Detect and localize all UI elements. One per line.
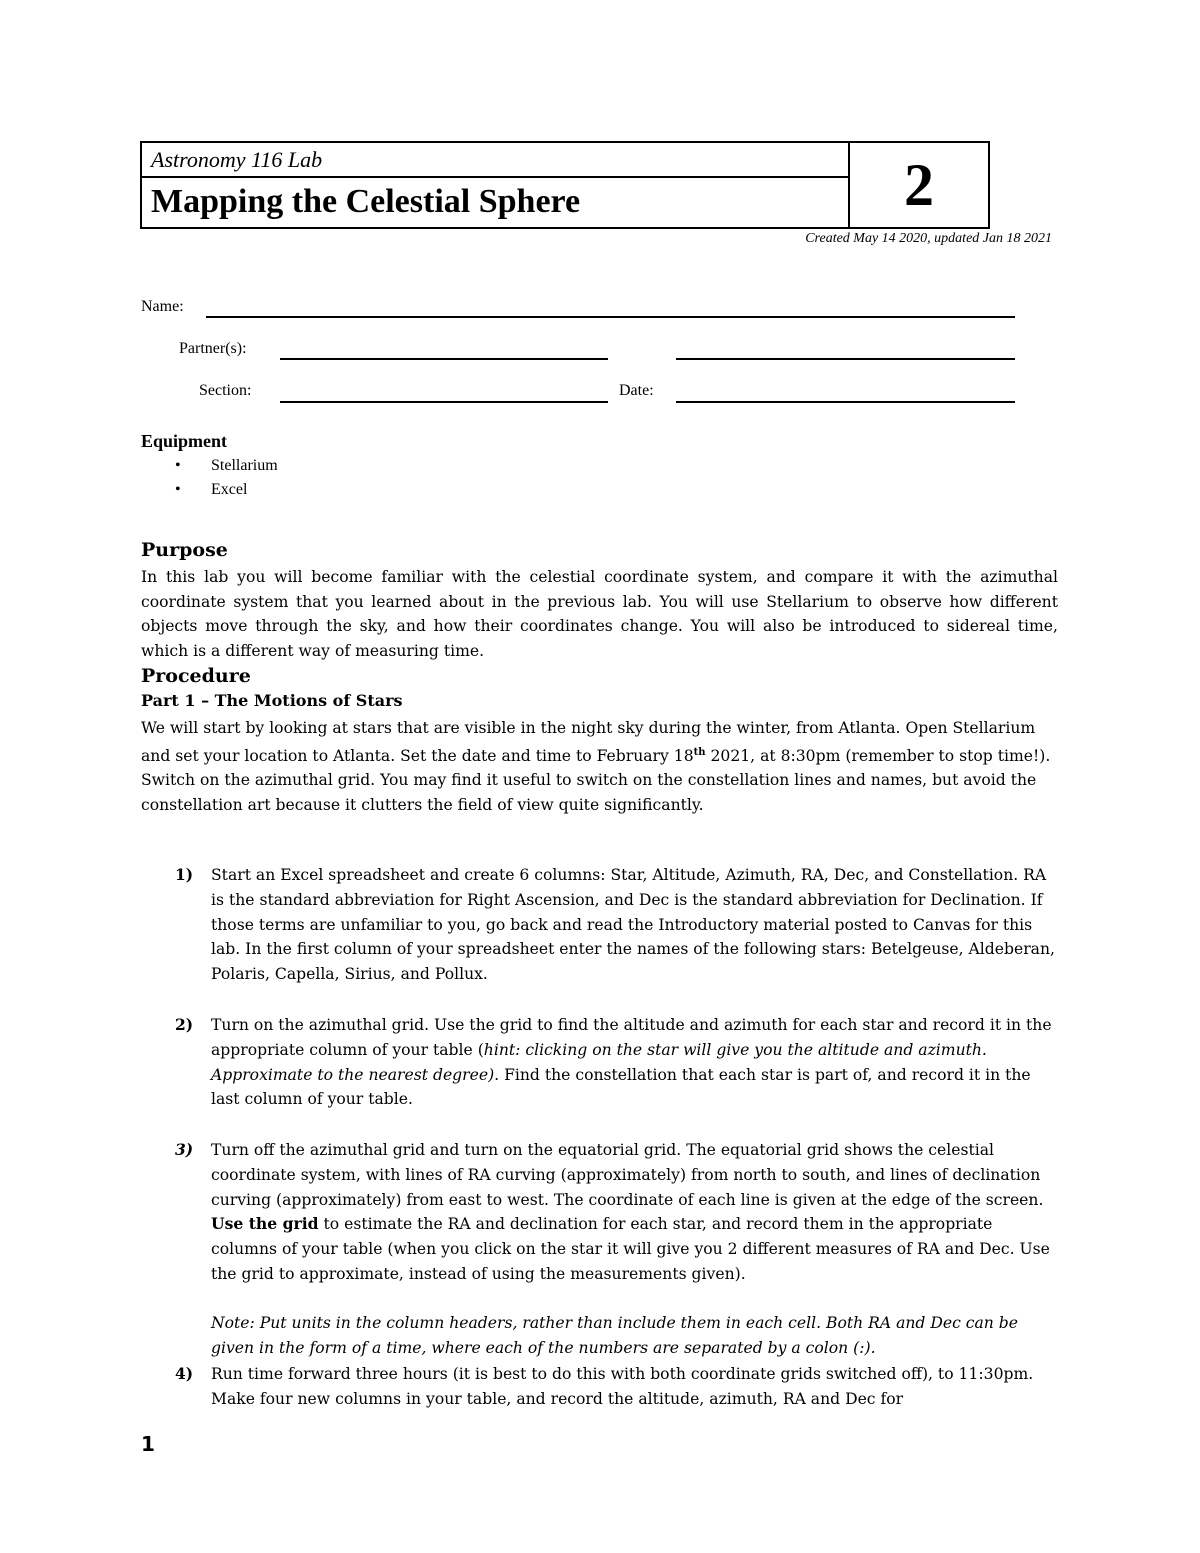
intro-text-a: We will start by looking at stars that are visible in the night sky during the winter, from Atlanta. Open Stellarium and set your location to Atlanta. Set the date and time to February 18	[141, 719, 1036, 765]
part1-heading: Part 1 – The Motions of Stars	[141, 691, 403, 710]
partner-2-field-line[interactable]	[676, 358, 1015, 360]
step-2-text-b: . Find the constellation that each star is part of, and record it in the last column of your table.	[211, 1065, 1031, 1109]
intro-superscript: th	[693, 746, 706, 758]
step-1-text: Start an Excel spreadsheet and create 6 columns: Star, Altitude, Azimuth, RA, Dec, and Constellation. RA is the standard abbreviation for Right Ascension, and Dec is the standard abbreviation for Declination. If those terms are unfamiliar to you, go back and read the Introductory material posted to Canvas for this lab. In the first column of your spreadsheet enter the names of the following stars: Betelgeuse, Aldeberan, Polaris, Capella, Sirius, and Pollux.	[211, 866, 1055, 984]
lab-header-box	[140, 141, 990, 229]
step-2-text-a: Turn on the azimuthal grid. Use the grid to find the altitude and azimuth for each star and record it in the appropriate column of your table (	[211, 1016, 1052, 1059]
equipment-item-label: Excel	[211, 481, 248, 498]
section-field-line[interactable]	[280, 401, 608, 403]
name-field-line[interactable]	[206, 316, 1015, 318]
bullet-icon: •	[175, 457, 181, 474]
date-label: Date:	[619, 382, 654, 399]
purpose-heading: Purpose	[141, 539, 228, 561]
step-3-text-b: to estimate the RA and declination for each star, and record them in the appropriate columns of your table (when you click on the star it will give you 2 different measures of RA and Dec. Use the grid to approximate, instead of using the measurements given).	[211, 1215, 1050, 1283]
section-label: Section:	[199, 382, 252, 399]
step-3-bold: Use the grid	[211, 1214, 319, 1234]
created-date-note: Created May 14 2020, updated Jan 18 2021	[805, 231, 1052, 246]
purpose-text: In this lab you will become familiar with the celestial coordinate system, and compare it with the azimuthal coordinate system that you learned about in the previous lab. You will use Stellarium to observe how different objects move through the sky, and how their coordinates change. You will also be introduced to sidereal time, which is a different way of measuring time.	[141, 568, 1058, 660]
intro-text-b: 2021, at 8:30pm (remember to stop time!). Switch on the azimuthal grid. You may find it useful to switch on the constellation lines and names, but avoid the constellation art because it clutters the field of view quite significantly.	[141, 746, 1051, 814]
step-3-text	[211, 1138, 1061, 1287]
step-4-number: 4)	[175, 1364, 194, 1383]
step-1-number: 1)	[175, 865, 194, 884]
equipment-item	[175, 457, 278, 475]
procedure-intro	[141, 716, 1051, 818]
step-2-text	[211, 1013, 1056, 1112]
equipment-heading: Equipment	[141, 431, 228, 451]
step-2-hint: hint: clicking on the star will give you the altitude and azimuth. Approximate to the nearest degree)	[211, 1040, 987, 1084]
bullet-icon: •	[175, 481, 181, 498]
equipment-item	[175, 481, 248, 499]
lab-title: Mapping the Celestial Sphere	[151, 183, 581, 220]
step-2-number: 2)	[175, 1015, 194, 1034]
step-3-note: Note: Put units in the column headers, rather than include them in each cell. Both RA and Dec can be given in the form of a time, where each of the numbers are separated by a colon (:).	[211, 1314, 1019, 1357]
course-name: Astronomy 116 Lab	[142, 143, 848, 178]
name-label: Name:	[141, 298, 184, 315]
procedure-heading: Procedure	[141, 665, 251, 687]
partner-1-field-line[interactable]	[280, 358, 608, 360]
date-field-line[interactable]	[676, 401, 1015, 403]
step-3-number: 3)	[175, 1140, 194, 1159]
step-4-text: Run time forward three hours (it is best to do this with both coordinate grids switched off), to 11:30pm. Make four new columns in your table, and record the altitude, azimuth, RA and Dec for	[211, 1365, 1034, 1408]
page-number: 1	[141, 1432, 155, 1456]
partners-label: Partner(s):	[179, 340, 247, 357]
lab-number: 2	[848, 143, 988, 227]
step-3-text-a: Turn off the azimuthal grid and turn on the equatorial grid. The equatorial grid shows the celestial coordinate system, with lines of RA curving (approximately) from north to south, and lines of declination curving (approximately) from east to west. The coordinate of each line is given at the edge of the screen.	[211, 1141, 1044, 1209]
equipment-item-label: Stellarium	[211, 457, 278, 474]
